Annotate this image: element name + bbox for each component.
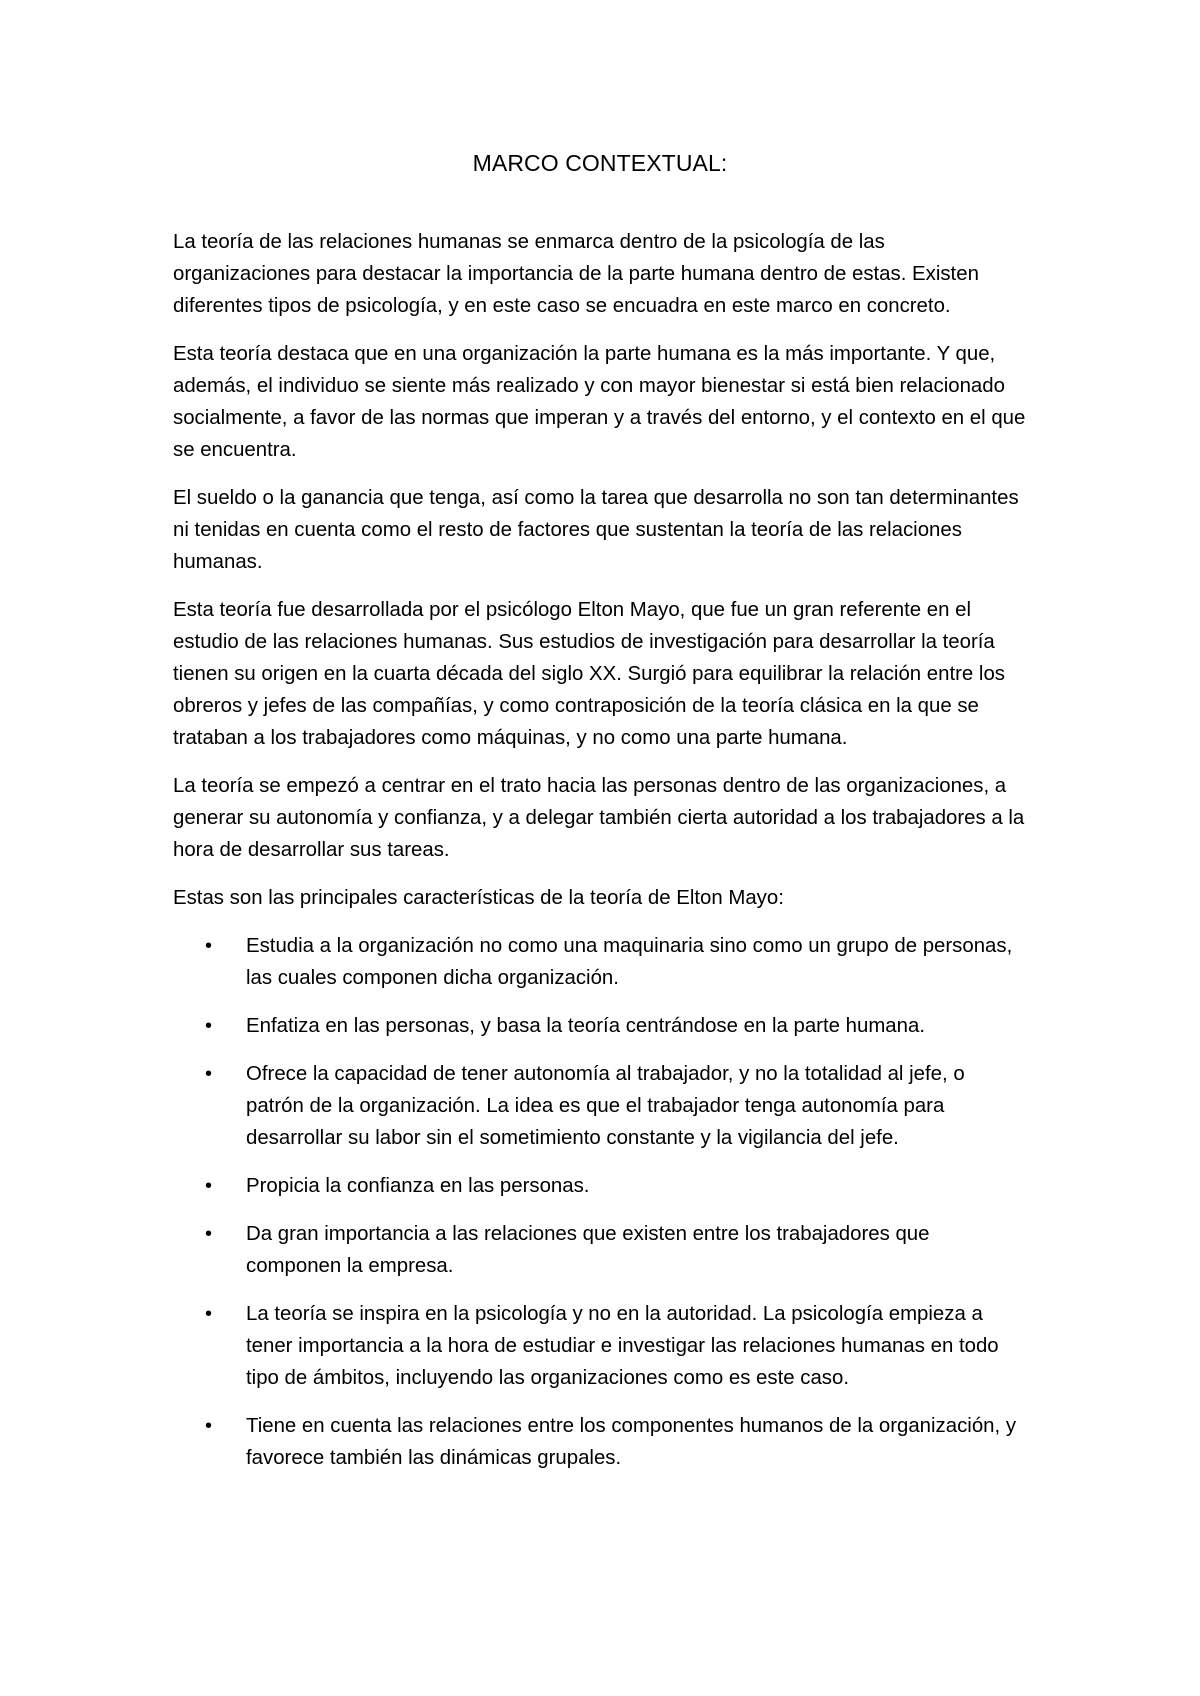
paragraph: El sueldo o la ganancia que tenga, así como la tarea que desarrolla no son tan determinantes ni tenidas en cuenta como el resto de factores que sustentan la teoría de las relaciones humanas. (173, 487, 1019, 573)
paragraph: Esta teoría fue desarrollada por el psicólogo Elton Mayo, que fue un gran referente en el estudio de las relaciones humanas. Sus estudios de investigación para desarrollar la teoría tienen su origen en la cuarta década del siglo XX. Surgió para equilibrar la relación entre los obreros y jefes de las compañías, y como contraposición de la teoría clásica en la que se trataban a los trabajadores como máquinas, y no como una parte humana. (173, 599, 1005, 749)
list-item (173, 1010, 1027, 1042)
document-title: MARCO CONTEXTUAL: (472, 150, 728, 176)
document-body (173, 226, 1027, 1474)
list-item-text: Estudia a la organización no como una maquinaria sino como un grupo de personas, las cuales componen dicha organización. (246, 935, 1013, 989)
list-item-text: La teoría se inspira en la psicología y no en la autoridad. La psicología empieza a tener importancia a la hora de estudiar e investigar las relaciones humanas en todo tipo de ámbitos, incluyendo las organizaciones como es este caso. (246, 1303, 999, 1389)
list-intro-paragraph: Estas son las principales características de la teoría de Elton Mayo: (173, 887, 784, 909)
bullet-icon: • (205, 1415, 213, 1437)
list-item-text: Da gran importancia a las relaciones que existen entre los trabajadores que componen la empresa. (246, 1223, 930, 1277)
bullet-icon: • (205, 935, 213, 957)
list-item (173, 1170, 1027, 1202)
list-item-text: Tiene en cuenta las relaciones entre los componentes humanos de la organización, y favorece también las dinámicas grupales. (246, 1415, 1017, 1469)
bullet-icon: • (205, 1223, 213, 1245)
list-item (173, 1298, 1027, 1394)
list-item-text: Propicia la confianza en las personas. (246, 1175, 590, 1197)
list-item-text: Enfatiza en las personas, y basa la teoría centrándose en la parte humana. (246, 1015, 925, 1037)
bullet-icon: • (205, 1175, 213, 1197)
list-item (173, 1218, 1027, 1282)
bullet-icon: • (205, 1063, 213, 1085)
paragraph: La teoría de las relaciones humanas se enmarca dentro de la psicología de las organizaciones para destacar la importancia de la parte humana dentro de estas. Existen diferentes tipos de psicología, y en este caso se encuadra en este marco en concreto. (173, 231, 979, 317)
bullet-icon: • (205, 1015, 213, 1037)
paragraph: La teoría se empezó a centrar en el trato hacia las personas dentro de las organizaciones, a generar su autonomía y confianza, y a delegar también cierta autoridad a los trabajadores a la hora de desarrollar sus tareas. (173, 775, 1025, 861)
list-item (173, 1058, 1027, 1154)
list-item (173, 1410, 1027, 1474)
list-item-text: Ofrece la capacidad de tener autonomía al trabajador, y no la totalidad al jefe, o patrón de la organización. La idea es que el trabajador tenga autonomía para desarrollar su labor sin el sometimiento constante y la vigilancia del jefe. (246, 1063, 965, 1149)
bullet-icon: • (205, 1303, 213, 1325)
characteristics-list (173, 930, 1027, 1474)
paragraph: Esta teoría destaca que en una organización la parte humana es la más importante. Y que, además, el individuo se siente más realizado y con mayor bienestar si está bien relacionado socialmente, a favor de las normas que imperan y a través del entorno, y el contexto en el que se encuentra. (173, 343, 1026, 461)
list-item (173, 930, 1027, 994)
